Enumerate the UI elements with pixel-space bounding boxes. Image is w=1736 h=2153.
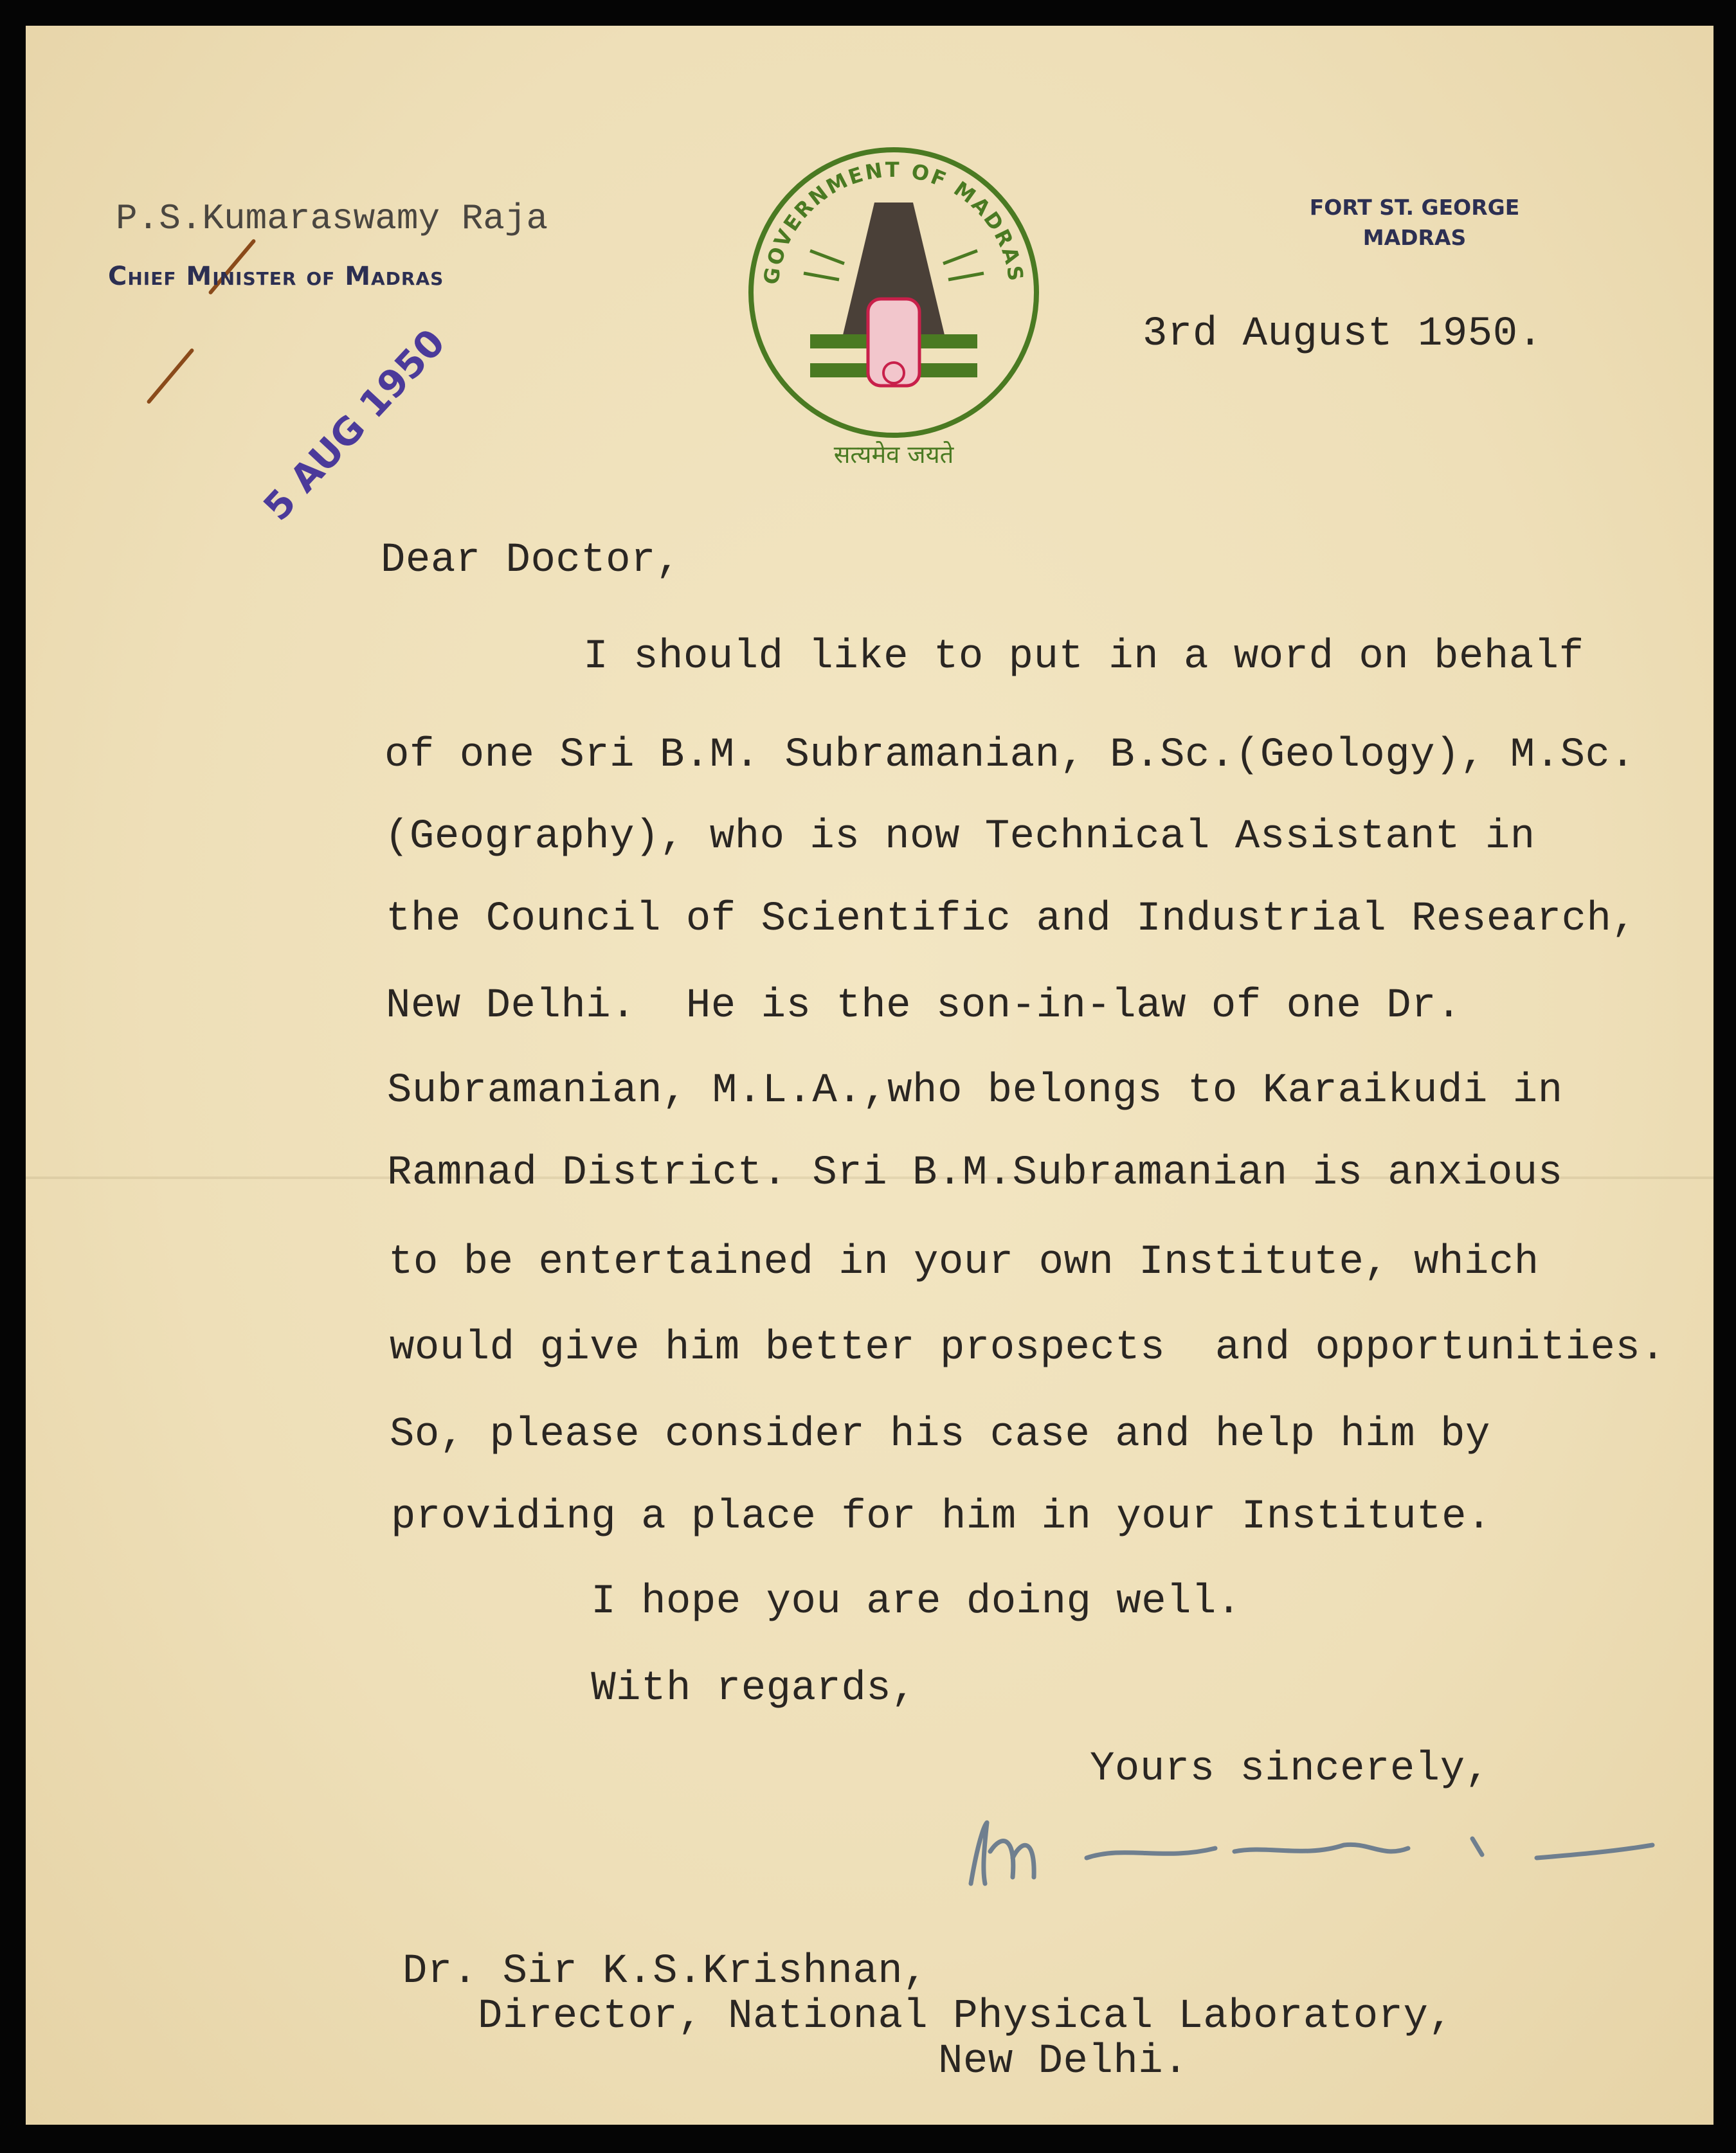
sender-title: Chief Minister of Madras	[108, 262, 444, 291]
body-line: to be entertained in your own Institute, which	[388, 1239, 1539, 1286]
government-of-madras-emblem	[743, 135, 1045, 469]
pin-mark	[146, 348, 194, 404]
recipient-line-1: Dr. Sir K.S.Krishnan,	[402, 1949, 928, 1995]
closing: Yours sincerely,	[1090, 1746, 1490, 1792]
letter-date: 3rd August 1950.	[1143, 311, 1543, 357]
address-line-1: FORT ST. GEORGE	[1309, 195, 1520, 220]
emblem-motto: सत्यमेव जयते	[833, 440, 954, 469]
sender-name: P.S.Kumaraswamy Raja	[116, 198, 548, 239]
body-line: Ramnad District. Sri B.M.Subramanian is anxious	[387, 1150, 1563, 1196]
received-date-stamp: 5 AUG 1950	[255, 320, 454, 529]
body-line: providing a place for him in your Institute.	[391, 1494, 1492, 1540]
recipient-line-2: Director, National Physical Laboratory,	[478, 1994, 1454, 2040]
body-line: the Council of Scientific and Industrial Research,	[386, 896, 1637, 942]
body-line: With regards,	[391, 1666, 917, 1712]
body-line: of one Sri B.M. Subramanian, B.Sc.(Geology), M.Sc.	[384, 732, 1636, 779]
letter-paper	[26, 26, 1713, 2125]
body-line: I should like to put in a word on behalf	[383, 634, 1584, 680]
recipient-line-3: New Delhi.	[938, 2039, 1189, 2085]
address-line-2: MADRAS	[1362, 225, 1467, 250]
body-line: New Delhi. He is the son-in-law of one Dr.	[386, 983, 1461, 1029]
body-line: (Geography), who is now Technical Assistant in	[384, 814, 1535, 860]
body-line: So, please consider his case and help him by	[390, 1412, 1490, 1458]
emblem-ring-text: GOVERNMENT OF MADRAS	[759, 157, 1029, 286]
body-line: would give him better prospects and opportunities.	[390, 1325, 1666, 1371]
body-line: Subramanian, M.L.A.,who belongs to Karaikudi in	[387, 1068, 1563, 1114]
handwritten-signature	[958, 1787, 1704, 1903]
body-line: I hope you are doing well.	[391, 1579, 1242, 1625]
salutation: Dear Doctor,	[381, 537, 681, 584]
